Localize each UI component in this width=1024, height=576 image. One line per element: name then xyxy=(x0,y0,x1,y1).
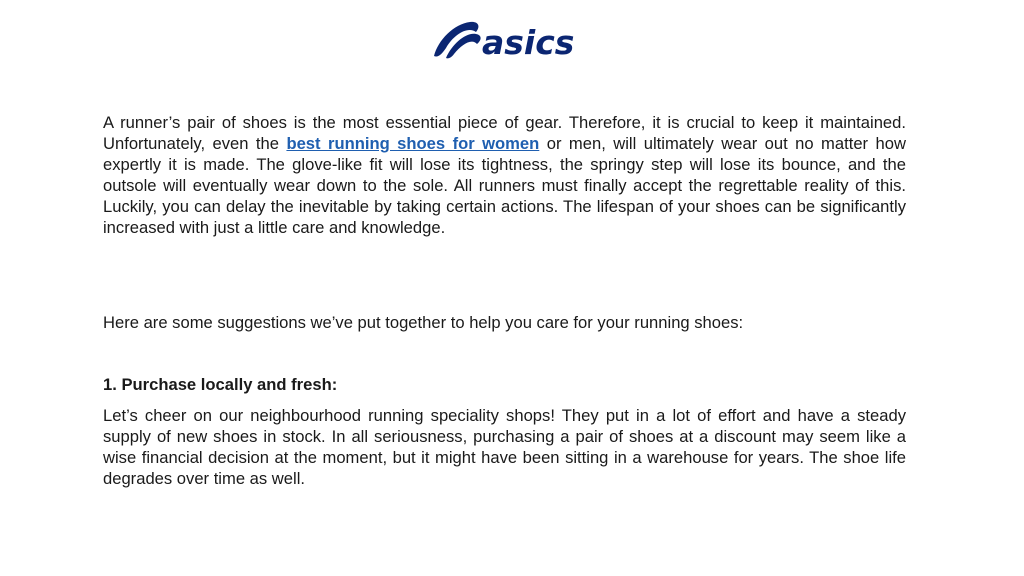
article-content xyxy=(103,112,906,488)
intro-text-before-link: A runner’s pair of shoes is the most essential piece of gear. Therefore, it is crucial to keep it maintained. Unfortunately, even the xyxy=(103,113,906,153)
suggestions-lead: Here are some suggestions we’ve put together to help you care for your running shoes: xyxy=(103,313,744,332)
section-heading-purchase: 1. Purchase locally and fresh: xyxy=(103,375,338,394)
best-running-shoes-link[interactable]: best running shoes for women xyxy=(286,134,540,153)
section-body-purchase: Let’s cheer on our neighbourhood running speciality shops! They put in a lot of effort and have a steady supply of new shoes in stock. In all seriousness, purchasing a pair of shoes at a discount may seem like a wise financial decision at the moment, but it might have been sitting in a warehouse for years. The shoe life degrades over time as well. xyxy=(103,406,906,488)
asics-logo-graphic xyxy=(432,18,580,62)
intro-paragraph xyxy=(103,112,906,238)
logo-text: asics xyxy=(482,23,575,62)
asics-logo xyxy=(432,18,580,62)
intro-text-after-link: or men, will ultimately wear out no matter how expertly it is made. The glove-like fit will lose its tightness, the springy step will lose its bounce, and the outsole will eventually wear down to the sole. All runners must finally accept the regrettable reality of this. Luckily, you can delay the inevitable by taking certain actions. The lifespan of your shoes can be significantly increased with just a little care and knowledge. xyxy=(103,134,906,237)
